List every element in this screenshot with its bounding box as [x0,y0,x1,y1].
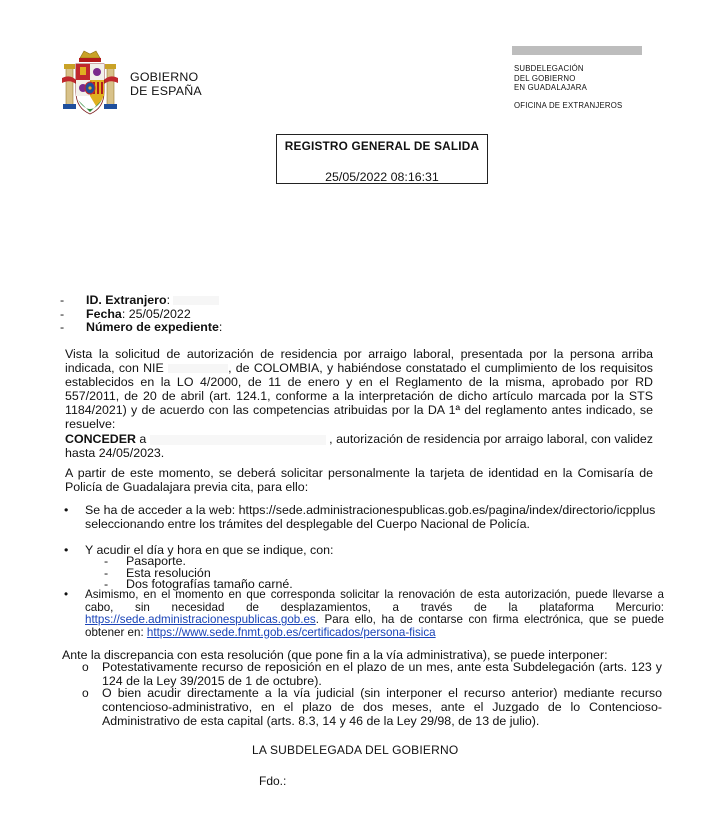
bullet-web [64,503,664,531]
documents-list [104,556,293,591]
conceder-a: a [135,432,147,446]
redacted-id [173,296,219,305]
redacted-nie [168,364,228,373]
recurso-judicial-text: O bien acudir directamente a la vía judicial (sin interponer el recurso anterior) mediante recurso contencioso-administrativo, en el plazo de dos meses, ante el Juzgado de lo Contencioso-Administrativo de esta capital (arts. 8.3, 14 y 46 de la Ley 29/98, de 13 de julio). [102,686,662,728]
bullet-dot-icon: • [64,588,69,601]
signature-title: LA SUBDELEGADA DEL GOBIERNO [252,743,459,757]
id-colon: : [166,293,171,307]
bullet-renovacion [64,589,664,639]
sub-line-3: EN GUADALAJARA [514,83,587,93]
meta-id-row: - ID. Extranjero: [60,294,660,308]
registro-box [276,134,488,184]
exp-colon: : [218,320,223,334]
sub-line-2: DEL GOBIERNO [514,73,576,83]
mercurio-link[interactable]: https://sede.administracionespublicas.gob.es [85,613,316,627]
list-item: - Esta resolución [104,565,211,580]
p1-part-b: , de COLOMBIA, y habiéndose constatado el cumplimiento de los requisitos establecidos en la LO 4/2000, de 11 de enero y en el Reglamento de la misma, aprobado por RD 557/2011, de 20 de abril (art. 124.1, conforme a la interpretación de dicho artículo marcada por la STS 1184/2021) y de acuerdo con las competencias atribuidas por la DA 1ª del reglamento antes indicado, se resuelve: [65,361,654,431]
exp-label: Número de expediente [86,320,219,334]
paragraph-discrepancia: Ante la discrepancia con esta resolución (que pone fin a la vía administrativa), se puede interponer: [62,648,608,662]
recurso-reposicion-text: Potestativamente recurso de reposición en el plazo de un mes, ante esta Subdelegación (arts. 123 y 124 de la Ley 39/2015 de 1 de octubre). [102,660,662,688]
paragraph-tarjeta: A partir de este momento, se deberá solicitar personalmente la tarjeta de identidad en la Comisaría de Policía de Guadalajara previa cita, para ello: [65,466,653,494]
bullet-dot-icon: • [64,503,69,517]
bullet-renovacion-text: Asimismo, en el momento en que corresponda solicitar la renovación de esta autorización, puede llevarse a cabo, sin necesidad de desplazamientos, a través de la plataforma Mercurio: https://sede.administracionespublicas.gob.es. Para ello, ha de contarse con firma electrónica, que se puede obtener en: https://www.sede.fnmt.gob.es/certificados/persona-fisica [85,588,664,639]
oficina-label: OFICINA DE EXTRANJEROS [514,101,623,110]
fnmt-link[interactable]: https://www.sede.fnmt.gob.es/certificados/persona-fisica [146,625,436,639]
gov-line-2: DE ESPAÑA [130,84,202,98]
redacted-name [150,435,326,445]
bullet-dot-icon: • [64,543,69,557]
meta-exp-row: - Número de expediente: [60,320,223,334]
list-item: - Dos fotografías tamaño carné. [104,577,293,592]
bullet-acudir-text: Y acudir el día y hora en que se indique, con: [85,543,334,557]
registro-datetime: 25/05/2022 08:16:31 [325,170,439,184]
government-name [130,70,202,98]
paragraph-conceder [65,432,653,460]
fecha-value: : 25/05/2022 [121,306,191,321]
p1-part-a: Vista la solicitud de autorización de residencia por arraigo laboral, presentada por la persona arriba indicada, con NIE [65,347,653,375]
bullet-web-text: Se ha de acceder a la web: https://sede.administracionespublicas.gob.es/pagina/index/directorio/icpplus seleccionando entre los trámites del desplegable del Cuerpo Nacional de Policía. [85,503,656,531]
header-grey-bar [512,46,642,55]
meta-fecha-row: - Fecha: 25/05/2022 [60,306,191,321]
fecha-label: Fecha [86,306,122,321]
recurso-judicial [82,686,662,728]
conceder-label: CONCEDER [65,432,136,446]
gov-line-1: GOBIERNO [130,70,199,84]
circle-bullet-icon: o [82,686,89,700]
signature-fdo: Fdo.: [259,774,287,788]
circle-bullet-icon: o [82,660,89,674]
list-item: - Pasaporte. [104,554,186,568]
coat-of-arms-icon [60,48,120,120]
recurso-reposicion [82,660,662,688]
paragraph-vista [65,347,653,431]
registro-title: REGISTRO GENERAL DE SALIDA [284,139,480,153]
conceder-rest: , autorización de residencia por arraigo laboral, con validez hasta 24/05/2023. [65,432,653,460]
meta-list [60,294,660,335]
id-label: ID. Extranjero [86,293,167,307]
subdelegacion-block [514,64,587,93]
sub-line-1: SUBDELEGACIÓN [514,64,584,73]
